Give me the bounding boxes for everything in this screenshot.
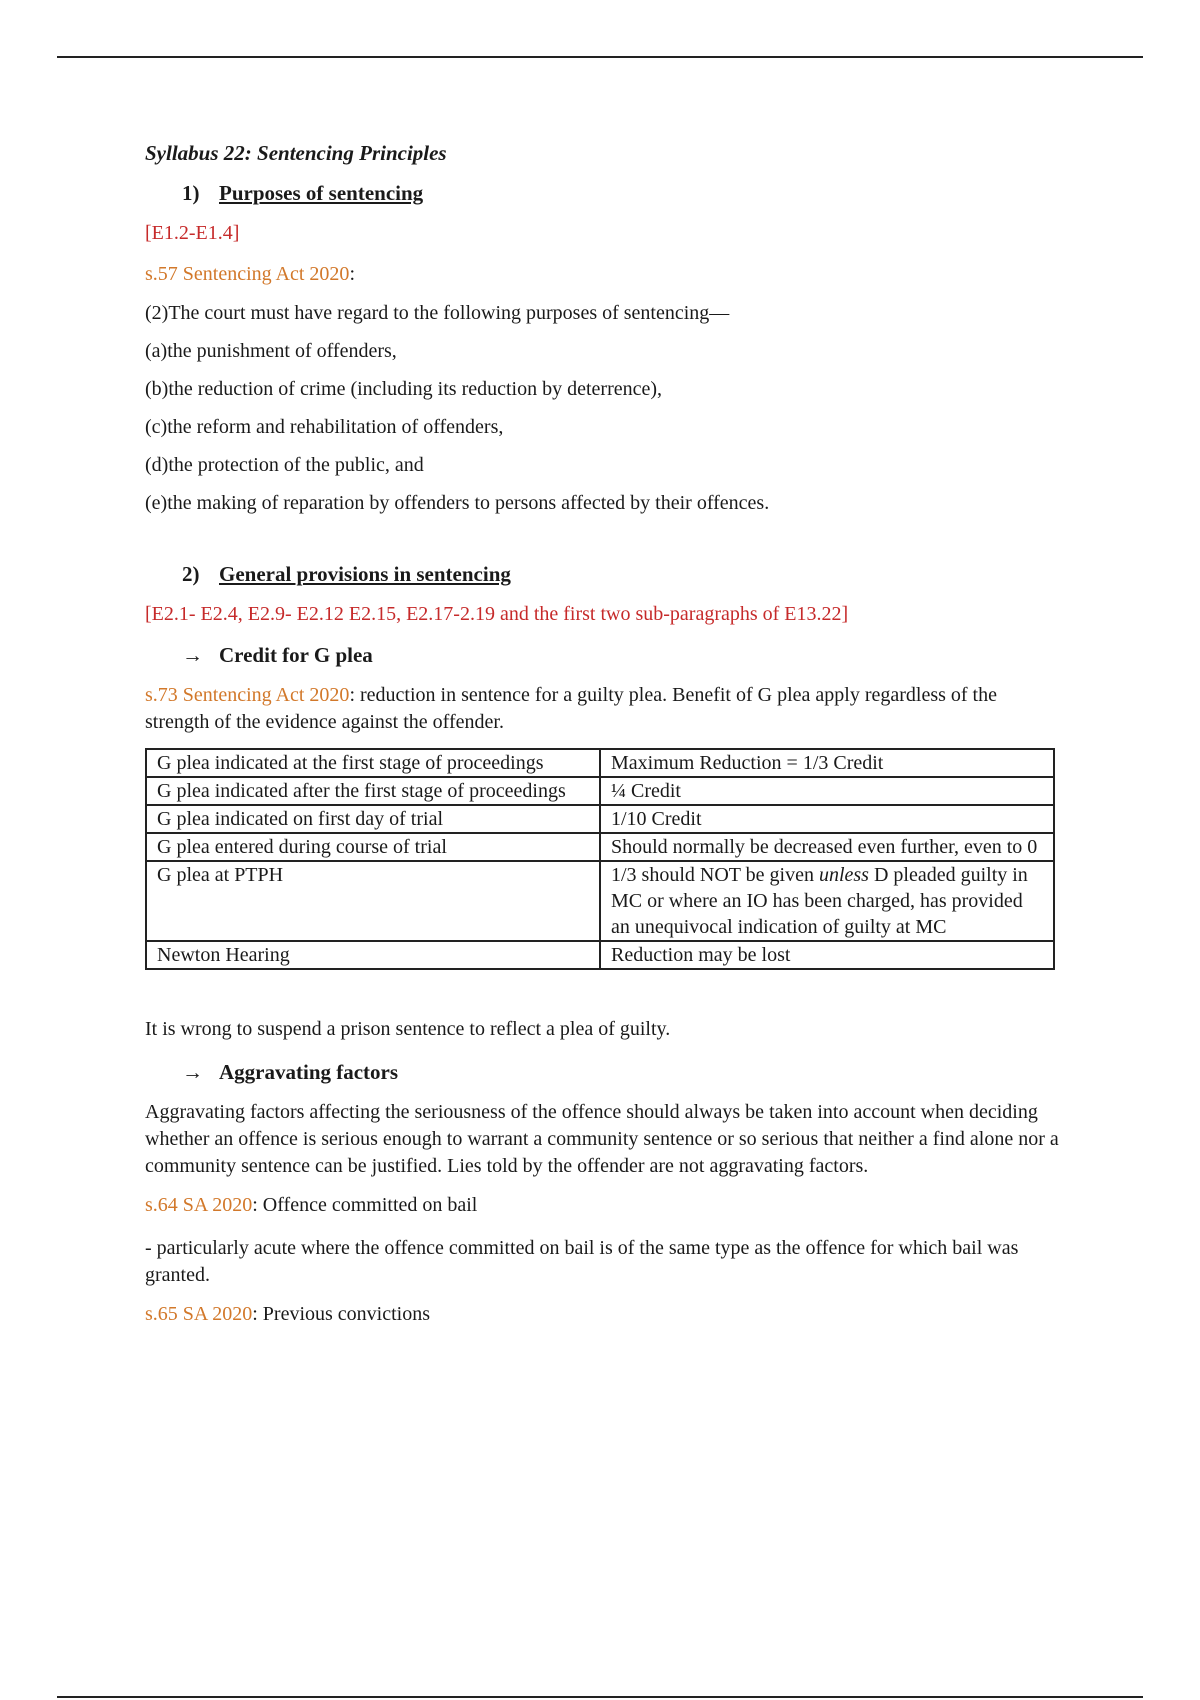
act-citation-s64: s.64 SA 2020 (145, 1194, 253, 1216)
table-cell: G plea at PTPH (146, 861, 600, 941)
section-1-heading (182, 180, 1060, 207)
act-citation-suffix: : (349, 263, 355, 285)
plea-credit-table (145, 748, 1055, 970)
act-citation-s73: s.73 Sentencing Act 2020 (145, 684, 350, 706)
section-2-heading (182, 561, 1060, 588)
credit-g-plea-title: Credit for G plea (219, 643, 373, 667)
table-row (146, 941, 1054, 969)
table-row (146, 861, 1054, 941)
bail-note: - particularly acute where the offence committed on bail is of the same type as the offence for which bail was granted. (145, 1237, 1019, 1286)
section-1-title: Purposes of sentencing (219, 181, 424, 205)
purpose-item: (d)the protection of the public, and (145, 454, 424, 476)
suspend-sentence-note: It is wrong to suspend a prison sentence to reflect a plea of guilty. (145, 1018, 671, 1040)
table-cell: Reduction may be lost (600, 941, 1054, 969)
table-cell (600, 861, 1054, 941)
s73-text: : reduction in sentence for a guilty plea. Benefit of G plea apply regardless of the strength of the evidence against the offender. (145, 684, 997, 733)
act-citation-s65: s.65 SA 2020 (145, 1303, 253, 1325)
table-cell: G plea indicated at the first stage of proceedings (146, 749, 600, 777)
s65-line (145, 1301, 1060, 1328)
table-row (146, 833, 1054, 861)
page-title: Syllabus 22: Sentencing Principles (145, 141, 447, 165)
section-2-reference: [E2.1- E2.4, E2.9- E2.12 E2.15, E2.17-2.19 and the first two sub-paragraphs of E13.22] (145, 603, 849, 625)
table-cell: G plea indicated after the first stage of proceedings (146, 777, 600, 805)
table-cell: 1/10 Credit (600, 805, 1054, 833)
right-arrow-icon: → (182, 1060, 203, 1084)
table-cell: Newton Hearing (146, 941, 600, 969)
s65-text: : Previous convictions (252, 1303, 431, 1325)
table-row (146, 777, 1054, 805)
document-body (145, 140, 1060, 1340)
section-1-act-line (145, 261, 1060, 288)
purpose-item: (b)the reduction of crime (including its reduction by deterrence), (145, 378, 663, 400)
aggravating-factors-title: Aggravating factors (219, 1060, 399, 1084)
section-2-title: General provisions in sentencing (219, 562, 511, 586)
ptph-text-pre: 1/3 should NOT be given (611, 864, 819, 886)
section-1-reference: [E1.2-E1.4] (145, 222, 240, 244)
table-cell: G plea entered during course of trial (146, 833, 600, 861)
section-2-number: 2) (182, 562, 200, 586)
right-arrow-icon: → (182, 643, 203, 667)
purpose-item: (e)the making of reparation by offenders to persons affected by their offences. (145, 492, 770, 514)
aggravating-factors-heading (182, 1059, 1060, 1086)
footer-rule (57, 1696, 1143, 1698)
table-cell: Should normally be decreased even further, even to 0 (600, 833, 1054, 861)
table-cell: ¼ Credit (600, 777, 1054, 805)
purposes-intro: (2)The court must have regard to the following purposes of sentencing— (145, 302, 730, 324)
table-cell: G plea indicated on first day of trial (146, 805, 600, 833)
ptph-text-post: D pleaded guilty in MC or where an IO has been charged, has provided an unequivocal indication of guilty at MC (611, 864, 1028, 938)
credit-g-plea-heading (182, 642, 1060, 669)
header-rule (57, 56, 1143, 58)
act-citation-s57: s.57 Sentencing Act 2020 (145, 263, 350, 285)
purpose-item: (c)the reform and rehabilitation of offenders, (145, 416, 504, 438)
s73-paragraph (145, 682, 1060, 736)
table-row (146, 805, 1054, 833)
s64-text: : Offence committed on bail (252, 1194, 478, 1216)
ptph-text-emphasis: unless (818, 864, 869, 886)
table-row (146, 749, 1054, 777)
s64-line (145, 1192, 1060, 1219)
table-cell: Maximum Reduction = 1/3 Credit (600, 749, 1054, 777)
aggravating-factors-paragraph: Aggravating factors affecting the seriousness of the offence should always be taken into account when deciding whether an offence is serious enough to warrant a community sentence or so serious that neither a find alone nor a community sentence can be justified. Lies told by the offender are not aggravating factors. (145, 1101, 1059, 1177)
purpose-item: (a)the punishment of offenders, (145, 340, 397, 362)
section-1-number: 1) (182, 181, 200, 205)
